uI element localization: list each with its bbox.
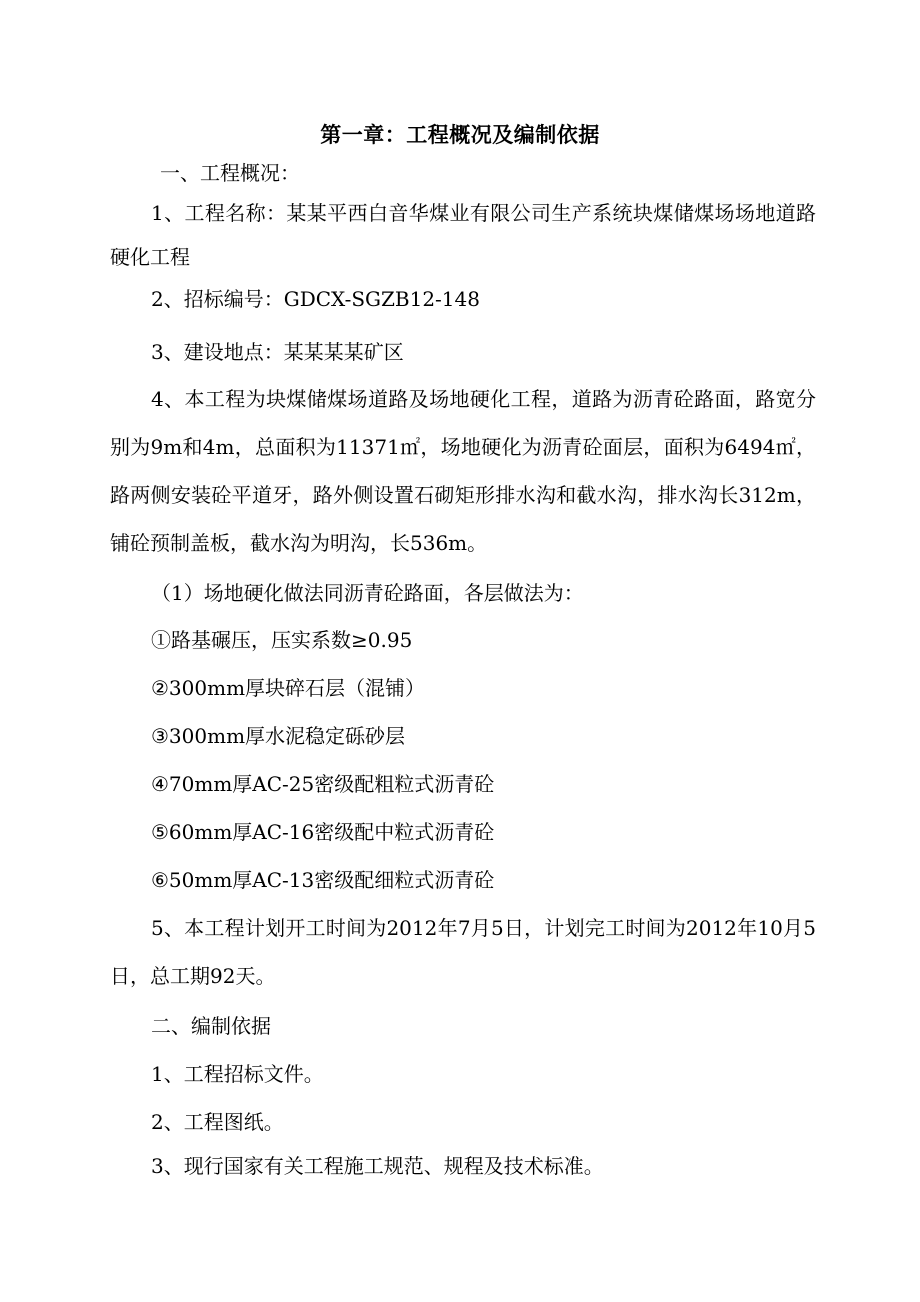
- construction-site-line: 3、建设地点：某某某某矿区: [151, 340, 404, 364]
- layer-item: ①路基碾压，压实系数≥0.95: [151, 628, 413, 652]
- chapter-title: 第一章：工程概况及编制依据: [320, 123, 600, 147]
- section-heading-basis: 二、编制依据: [151, 1014, 271, 1038]
- tender-number-line: 2、招标编号：GDCX-SGZB12-148: [151, 287, 480, 311]
- layer-item: ③300mm厚水泥稳定砾砂层: [151, 724, 406, 748]
- project-name-paragraph: 1、工程名称：某某平西白音华煤业有限公司生产系统块煤储煤场场地道路硬化工程: [110, 201, 816, 269]
- basis-item: 2、工程图纸。: [151, 1110, 284, 1134]
- layer-item: ②300mm厚块碎石层（混铺）: [151, 676, 426, 700]
- basis-item: 1、工程招标文件。: [151, 1062, 324, 1086]
- layer-item: ④70mm厚AC-25密级配粗粒式沥青砼: [151, 772, 495, 796]
- layer-method-heading: （1）场地硬化做法同沥青砼路面，各层做法为：: [151, 581, 584, 605]
- schedule-paragraph: 5、本工程计划开工时间为2012年7月5日，计划完工时间为2012年10月5日，总工期92天。: [110, 916, 816, 988]
- section-heading-overview: 一、工程概况：: [160, 161, 300, 185]
- basis-item: 3、现行国家有关工程施工规范、规程及技术标准。: [151, 1154, 604, 1178]
- layer-item: ⑤60mm厚AC-16密级配中粒式沥青砼: [151, 820, 495, 844]
- layer-item: ⑥50mm厚AC-13密级配细粒式沥青砼: [151, 868, 495, 892]
- project-description-paragraph: 4、本工程为块煤储煤场道路及场地硬化工程，道路为沥青砼路面，路宽分别为9m和4m，总面积为11371㎡，场地硬化为沥青砼面层，面积为6494㎡，路两侧安装砼平道牙，路外侧设置石砌矩形排水沟和截水沟，排水沟长312m，铺砼预制盖板，截水沟为明沟，长536m。: [110, 387, 816, 555]
